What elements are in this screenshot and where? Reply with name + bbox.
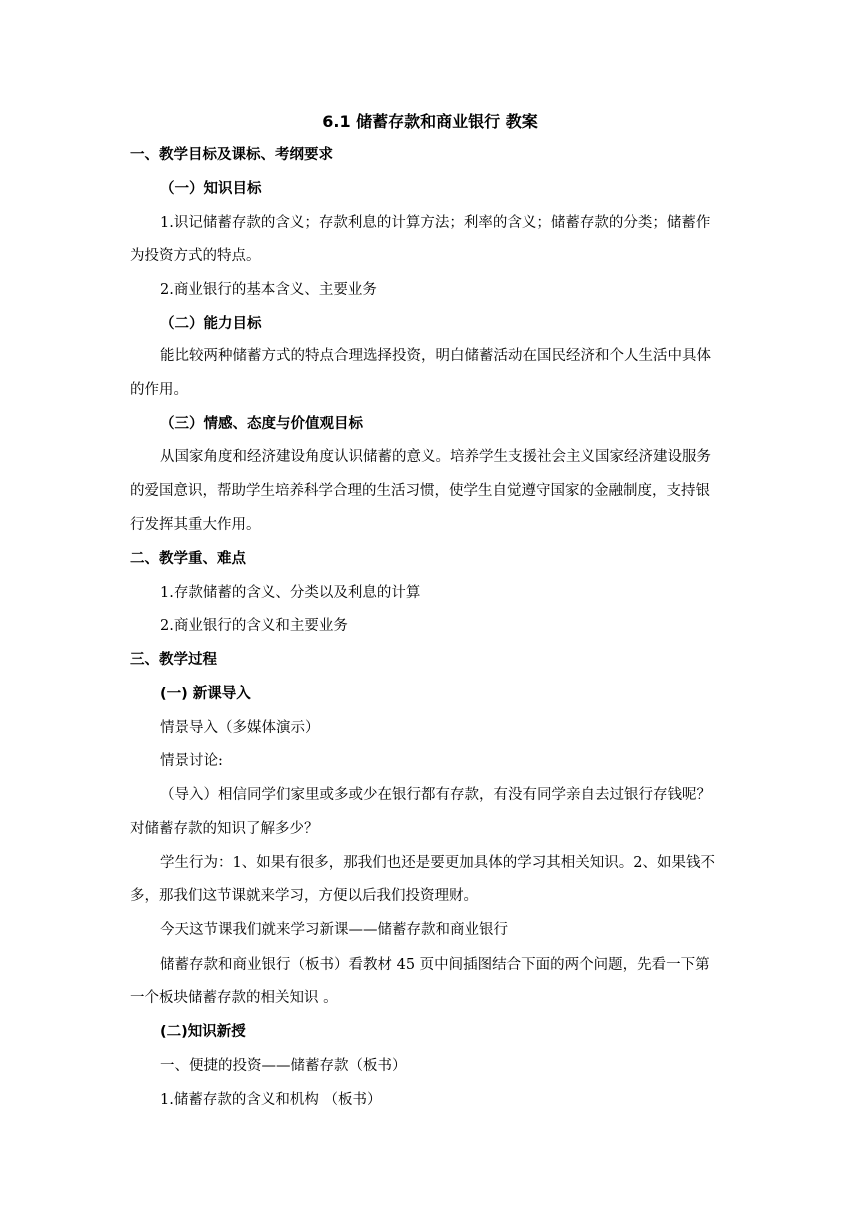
document-title: 6.1 储蓄存款和商业银行 教案 bbox=[322, 112, 538, 131]
paragraph-line: 2.商业银行的含义和主要业务 bbox=[160, 618, 348, 634]
paragraph-line: 的作用。 bbox=[130, 382, 188, 398]
paragraph-line: （导入）相信同学们家里或多或少在银行都有存款，有没有同学亲自去过银行存钱呢？ bbox=[160, 787, 711, 803]
paragraph-line: 2.商业银行的基本含义、主要业务 bbox=[160, 282, 377, 298]
subsection-heading: (一) 新课导入 bbox=[160, 686, 251, 702]
paragraph-line: 今天这节课我们就来学习新课——储蓄存款和商业银行 bbox=[160, 922, 508, 938]
paragraph-line: 一个板块储蓄存款的相关知识 。 bbox=[130, 990, 338, 1006]
subsection-heading: （二）能力目标 bbox=[160, 316, 262, 332]
paragraph-line: 的爱国意识，帮助学生培养科学合理的生活习惯，使学生自觉遵守国家的金融制度，支持银 bbox=[130, 483, 710, 499]
paragraph-line: 情景导入（多媒体演示） bbox=[160, 720, 320, 736]
section-heading: 一、教学目标及课标、考纲要求 bbox=[130, 147, 333, 163]
paragraph-line: 行发挥其重大作用。 bbox=[130, 517, 261, 533]
paragraph-line: 情景讨论: bbox=[160, 753, 223, 769]
paragraph-line: 对储蓄存款的知识了解多少？ bbox=[130, 821, 319, 837]
paragraph-line: 能比较两种储蓄方式的特点合理选择投资，明白储蓄活动在国民经济和个人生活中具体 bbox=[160, 348, 711, 364]
section-heading: 三、教学过程 bbox=[130, 652, 217, 668]
paragraph-line: 一、便捷的投资——储蓄存款（板书） bbox=[160, 1058, 407, 1074]
subsection-heading: （一）知识目标 bbox=[160, 181, 262, 197]
paragraph-line: 1.储蓄存款的含义和机构 （板书） bbox=[160, 1092, 382, 1108]
paragraph-line: 1.存款储蓄的含义、分类以及利息的计算 bbox=[160, 585, 421, 601]
paragraph-line: 为投资方式的特点。 bbox=[130, 248, 261, 264]
section-heading: 二、教学重、难点 bbox=[130, 551, 246, 567]
paragraph-line: 多，那我们这节课就来学习，方便以后我们投资理财。 bbox=[130, 888, 478, 904]
paragraph-line: 学生行为：1、如果有很多，那我们也还是要更加具体的学习其相关知识。2、如果钱不 bbox=[160, 855, 715, 871]
subsection-heading: （三）情感、态度与价值观目标 bbox=[160, 416, 363, 432]
paragraph-line: 1.识记储蓄存款的含义；存款利息的计算方法；利率的含义；储蓄存款的分类；储蓄作 bbox=[160, 215, 711, 231]
paragraph-line: 储蓄存款和商业银行（板书）看教材 45 页中间插图结合下面的两个问题，先看一下第 bbox=[160, 957, 710, 973]
paragraph-line: 从国家角度和经济建设角度认识储蓄的意义。培养学生支援社会主义国家经济建设服务 bbox=[160, 449, 711, 465]
subsection-heading: (二)知识新授 bbox=[160, 1024, 246, 1040]
